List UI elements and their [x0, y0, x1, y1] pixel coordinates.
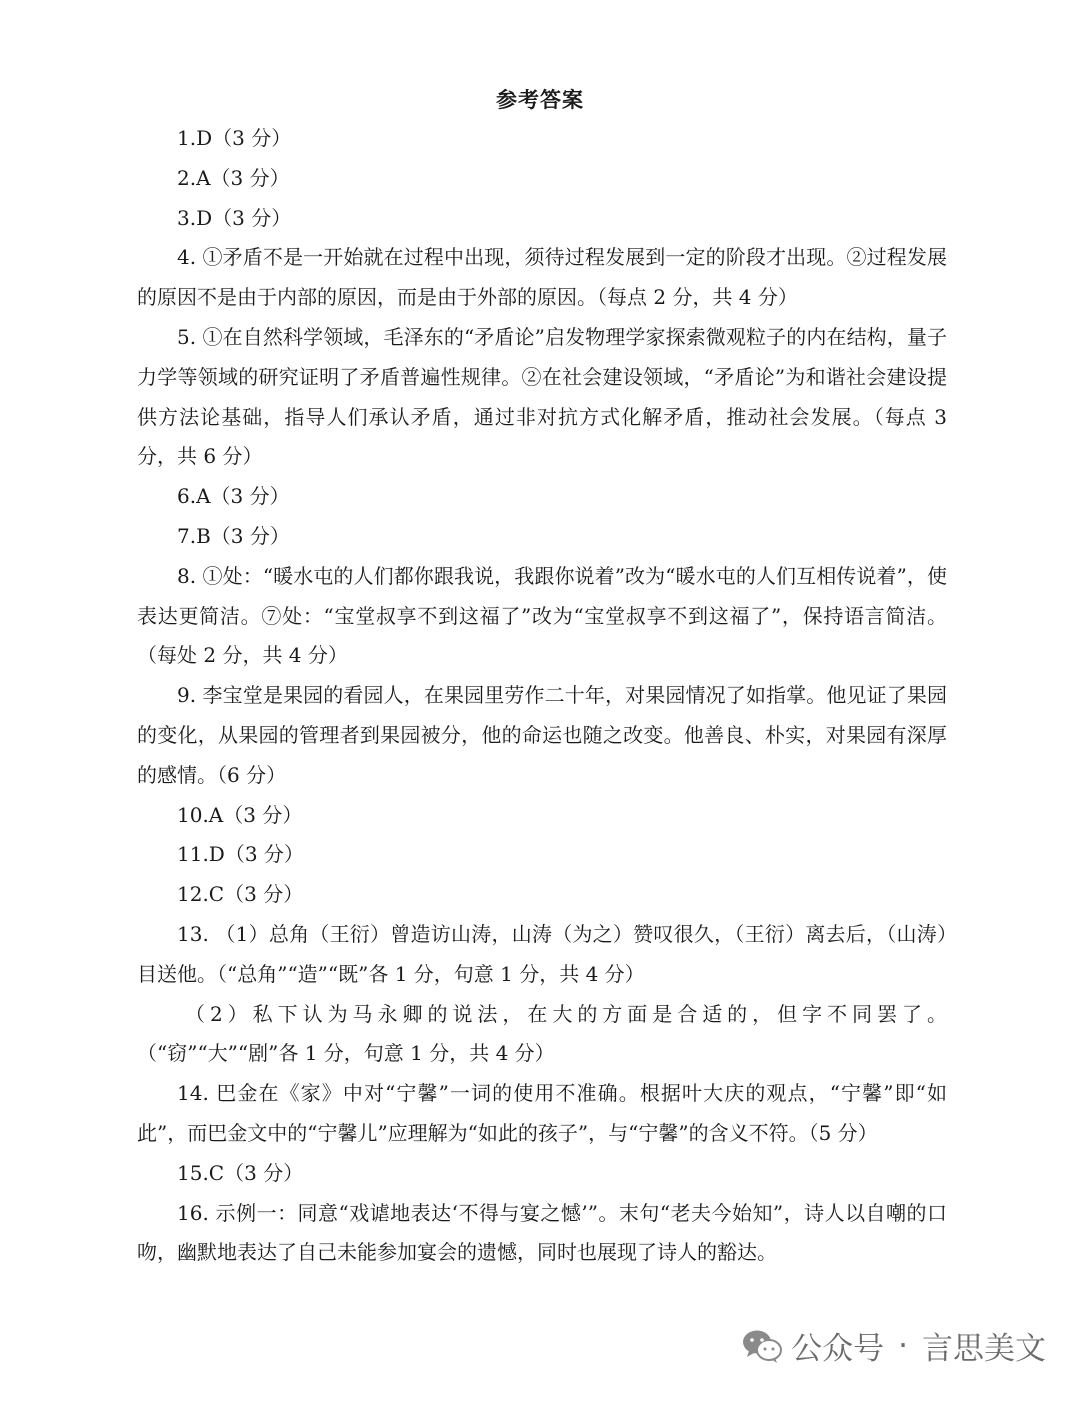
answer-4: 4. ①矛盾不是一开始就在过程中出现，须待过程发展到一定的阶段才出现。②过程发展的原因不是由于内部的原因，而是由于外部的原因。（每点 2 分，共 4 分） [137, 245, 947, 310]
answer-13-part-2: （2）私下认为马永卿的说法，在大的方面是合适的，但字不同罢了。（“窃”“大”“剧”各 1 分，句意 1 分，共 4 分） [137, 1001, 947, 1066]
answer-8: 8. ①处：“暖水屯的人们都你跟我说，我跟你说着”改为“暖水屯的人们互相传说着”，使表达更简洁。⑦处：“宝堂叔享不到这福了”改为“宝堂叔享不到这福了”，保持语言简洁。（每处 2 分，共 4 分） [137, 563, 947, 668]
watermark-account: 言思美文 [922, 1331, 1046, 1367]
wechat-icon [741, 1328, 783, 1364]
answer-9: 9. 李宝堂是果园的看园人，在果园里劳作二十年，对果园情况了如指掌。他见证了果园的变化，从果园的管理者到果园被分，他的命运也随之改变。他善良、朴实，对果园有深厚的感情。（6 分） [137, 683, 947, 787]
answer-7: 7.B（3 分） [177, 523, 290, 548]
watermark-separator: · [898, 1327, 908, 1364]
account-watermark [741, 1323, 1046, 1368]
page-title: 参考答案 [496, 87, 584, 112]
answer-13-part-1: 13. （1）总角（王衍）曾造访山涛，山涛（为之）赞叹很久，（王衍）离去后，（山涛）目送他。（“总角”“造”“既”各 1 分，句意 1 分，共 4 分） [137, 921, 947, 986]
answer-12: 12.C（3 分） [177, 882, 304, 907]
answer-10: 10.A（3 分） [177, 802, 303, 827]
answer-16: 16. 示例一：同意“戏谑地表达‘不得与宴之憾’”。末句“老夫今始知”，诗人以自嘲的口吻，幽默地表达了自己未能参加宴会的遗憾，同时也展现了诗人的豁达。 [137, 1200, 947, 1265]
watermark-label: 公众号 [791, 1331, 885, 1367]
answer-15: 15.C（3 分） [177, 1160, 304, 1185]
answer-3: 3.D（3 分） [177, 205, 292, 230]
answer-2: 2.A（3 分） [177, 165, 290, 190]
answer-14: 14. 巴金在《家》中对“宁馨”一词的使用不准确。根据叶大庆的观点，“宁馨”即“如此”，而巴金文中的“宁馨儿”应理解为“如此的孩子”，与“宁馨”的含义不符。（5 分） [137, 1081, 947, 1145]
answer-6: 6.A（3 分） [177, 484, 290, 509]
answer-5: 5. ①在自然科学领域，毛泽东的“矛盾论”启发物理学家探索微观粒子的内在结构，量子力学等领域的研究证明了矛盾普遍性规律。②在社会建设领域，“矛盾论”为和谐社会建设提供方法论基础，指导人们承认矛盾，通过非对抗方式化解矛盾，推动社会发展。（每点 3 分，共 6 分） [137, 324, 947, 469]
answer-1: 1.D（3 分） [177, 126, 292, 150]
answer-11: 11.D（3 分） [177, 842, 304, 867]
answer-list [137, 119, 947, 1273]
